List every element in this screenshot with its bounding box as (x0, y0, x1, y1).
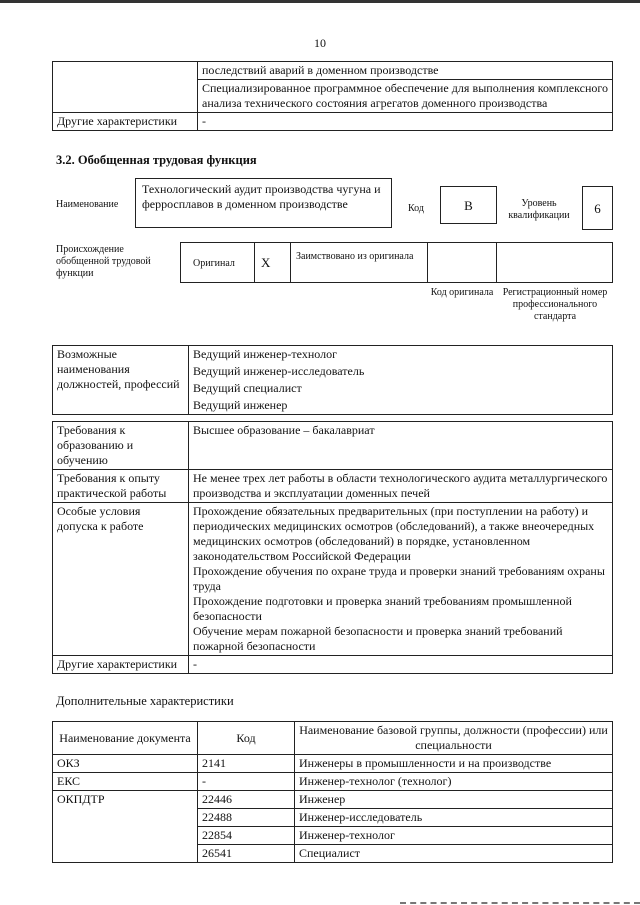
table-cell: Инженер-исследователь (295, 809, 613, 827)
requirement-value: - (189, 656, 613, 674)
position-item: Ведущий специалист (189, 380, 613, 397)
top-table (52, 61, 613, 131)
position-item: Ведущий инженер (189, 397, 613, 415)
requirement-value: Прохождение обучения по охране труда и проверки знаний требованиям охраны труда (193, 564, 605, 593)
function-code: B (440, 186, 497, 224)
table-cell: 22488 (198, 809, 295, 827)
table-row (53, 346, 613, 364)
table-cell: 26541 (198, 845, 295, 863)
table-row (53, 503, 613, 656)
table-cell: - (198, 773, 295, 791)
table-cell: 22854 (198, 827, 295, 845)
origin-divider (427, 242, 428, 283)
table-cell: последствий аварий в доменном производстве (198, 62, 613, 80)
qualification-level: 6 (582, 186, 613, 230)
position-item: Ведущий инженер-исследователь (189, 363, 613, 380)
requirement-value: Не менее трех лет работы в области технологического аудита металлургического производства и эксплуатации доменных печей (189, 470, 613, 503)
table-cell: 2141 (198, 755, 295, 773)
positions-label: Возможные наименования должностей, профессий (53, 346, 189, 415)
level-label: Уровень квалификации (508, 198, 570, 221)
table-cell: Другие характеристики (53, 113, 198, 131)
positions-table (52, 345, 613, 415)
requirement-value: Высшее образование – бакалавриат (189, 422, 613, 470)
table-cell: Инженер-технолог (технолог) (295, 773, 613, 791)
table-row (53, 113, 613, 131)
table-row (53, 422, 613, 470)
column-header: Наименование документа (53, 722, 198, 755)
table-cell: ОКЗ (53, 755, 198, 773)
requirement-label: Особые условия допуска к работе (53, 503, 189, 656)
additional-title: Дополнительные характеристики (56, 694, 234, 708)
table-cell: Инженер (295, 791, 613, 809)
scan-edge-bottom (400, 898, 640, 904)
code-original-label: Код оригинала (430, 287, 494, 298)
section-title: 3.2. Обобщенная трудовая функция (56, 153, 257, 167)
origin-label: Происхождение обобщенной трудовой функции (56, 244, 151, 279)
table-row (53, 470, 613, 503)
requirement-value: Прохождение обязательных предварительных (при поступлении на работу) и периодических медицинских осмотров (обследований), а также внеочередных медицинских осмотров (обследований) в порядке, установленном законодательством Российской Федерации (193, 504, 595, 563)
table-cell: Инженер-технолог (295, 827, 613, 845)
borrowed-label: Заимствовано из оригинала (296, 251, 414, 262)
table-cell: Специализированное программное обеспечение для выполнения комплексного анализа технического состояния агрегатов доменного производства (198, 80, 613, 113)
requirements-table (52, 421, 613, 674)
additional-table (52, 721, 613, 863)
original-mark: X (261, 255, 271, 270)
scan-edge-top (0, 0, 640, 6)
table-row (53, 755, 613, 773)
origin-divider (496, 242, 497, 283)
function-name: Технологический аудит производства чугуна и ферросплавов в доменном производстве (142, 182, 381, 211)
requirement-label: Требования к образованию и обучению (53, 422, 189, 470)
position-item: Ведущий инженер-технолог (189, 346, 613, 364)
table-cell: Инженеры в промышленности и на производстве (295, 755, 613, 773)
function-name-box (135, 178, 392, 228)
name-label: Наименование (56, 199, 119, 210)
reg-number-label: Регистрационный номер профессионального стандарта (502, 287, 608, 322)
table-row (53, 791, 613, 809)
requirement-label: Требования к опыту практической работы (53, 470, 189, 503)
table-cell: Специалист (295, 845, 613, 863)
code-label: Код (408, 203, 424, 214)
requirement-value: Обучение мерам пожарной безопасности и проверка знаний требований пожарной безопасности (193, 624, 563, 653)
table-row (53, 656, 613, 674)
table-row (53, 62, 613, 80)
table-cell (53, 62, 198, 113)
column-header: Наименование базовой группы, должности (профессии) или специальности (295, 722, 613, 755)
table-cell: ОКПДТР (53, 791, 198, 863)
table-cell: - (198, 113, 613, 131)
page-number: 10 (314, 36, 326, 50)
requirement-value-group (189, 503, 613, 656)
table-header-row (53, 722, 613, 755)
requirement-value: Прохождение подготовки и проверка знаний требованиям промышленной безопасности (193, 594, 572, 623)
table-cell: ЕКС (53, 773, 198, 791)
origin-divider (290, 242, 291, 283)
requirement-label: Другие характеристики (53, 656, 189, 674)
column-header: Код (198, 722, 295, 755)
table-cell: 22446 (198, 791, 295, 809)
origin-divider (254, 242, 255, 283)
original-label: Оригинал (193, 258, 235, 269)
table-row (53, 773, 613, 791)
